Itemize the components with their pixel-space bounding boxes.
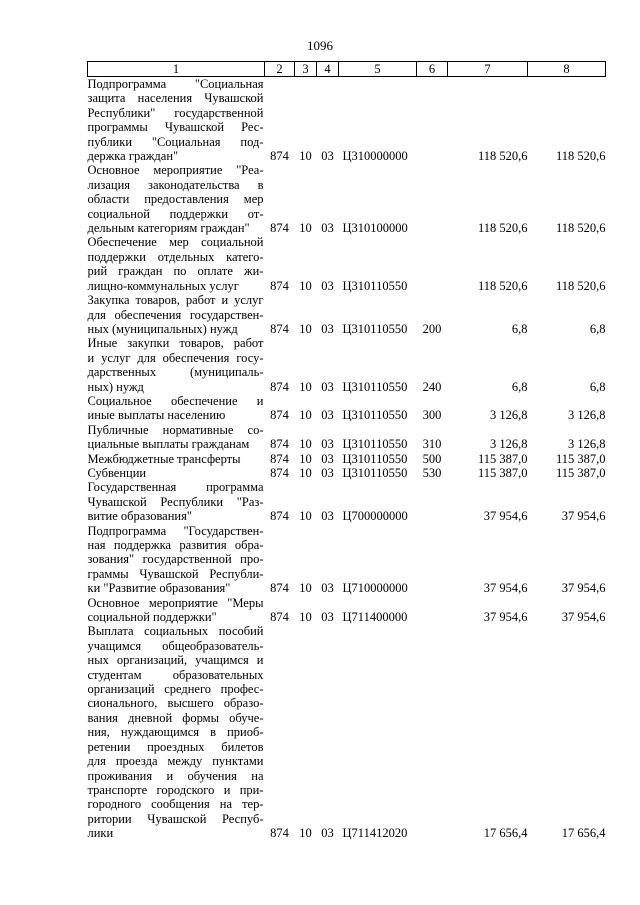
subsection-code: 03 (321, 321, 334, 336)
description-line: ная поддержка развития обра- (87, 538, 264, 552)
description-line: Выплата социальных пособий (87, 624, 264, 639)
description-line: поддержки отдельных катего- (87, 249, 264, 264)
expense-type-code: 240 (422, 379, 442, 394)
description-line: рий граждан по оплате жи- (87, 264, 264, 279)
expense-type-code: 200 (422, 321, 442, 336)
table-row (88, 624, 606, 840)
amount-year-2: 37 954,6 (561, 509, 606, 524)
description-line: лики (87, 826, 114, 841)
expense-type-code (417, 77, 448, 164)
ministry-code: 874 (270, 379, 289, 394)
expense-type-code: 500 (422, 451, 442, 466)
amount-year-1: 6,8 (511, 379, 528, 394)
column-number: 2 (265, 62, 295, 77)
expense-type-code (417, 163, 448, 235)
target-article-code: Ц710000000 (342, 581, 408, 596)
amount-year-1: 6,8 (511, 321, 528, 336)
amount-year-1: 118 520,6 (477, 278, 528, 293)
amount-year-1: 115 387,0 (477, 465, 528, 480)
description-line: Государственная программа (87, 480, 264, 495)
expense-type-code (417, 480, 448, 523)
subsection-code: 03 (321, 610, 334, 625)
table-row (88, 163, 606, 235)
description-line: дарственных (муниципаль- (87, 365, 264, 380)
amount-year-2: 37 954,6 (561, 610, 606, 625)
description-line: Республики" государственной (87, 105, 264, 120)
amount-year-2: 3 126,8 (568, 408, 606, 423)
description-line: Иные закупки товаров, работ (87, 336, 264, 351)
table-row (88, 293, 606, 336)
row-description (88, 235, 265, 293)
expense-type-code (417, 524, 448, 596)
row-description (88, 336, 265, 394)
row-description (88, 596, 265, 625)
description-line: лизация законодательства в (87, 177, 264, 192)
description-line: сионального, высшего образо- (87, 696, 264, 711)
amount-year-2: 37 954,6 (561, 581, 606, 596)
description-line: Публичные нормативные со- (87, 422, 264, 437)
description-line: социальной поддержки" (87, 610, 217, 625)
ministry-code: 874 (270, 221, 289, 236)
column-number: 6 (417, 62, 448, 77)
description-line: программы Чувашской Рес- (87, 120, 264, 135)
subsection-code: 03 (321, 451, 334, 466)
description-line: Подпрограмма "Социальная (87, 77, 264, 91)
description-line: и услуг для обеспечения госу- (87, 350, 264, 365)
column-number: 5 (339, 62, 417, 77)
description-line: транспорте городского и при- (87, 782, 264, 797)
description-line: Обеспечение мер социальной (87, 235, 264, 250)
amount-year-2: 118 520,6 (555, 278, 606, 293)
target-article-code: Ц310110550 (342, 437, 408, 452)
row-description (88, 423, 265, 452)
amount-year-2: 17 656,4 (561, 826, 606, 841)
section-code: 10 (299, 465, 312, 480)
description-line: студентам образовательных (87, 667, 264, 682)
expense-type-code (417, 624, 448, 840)
section-code: 10 (299, 278, 312, 293)
target-article-code: Ц310100000 (342, 221, 408, 236)
ministry-code: 874 (270, 408, 289, 423)
amount-year-2: 3 126,8 (568, 437, 606, 452)
description-line: ных организаций, учащимся и (87, 653, 264, 668)
target-article-code: Ц310000000 (342, 149, 408, 164)
subsection-code: 03 (321, 278, 334, 293)
amount-year-2: 115 387,0 (555, 465, 606, 480)
ministry-code: 874 (270, 509, 289, 524)
table-row (88, 336, 606, 394)
target-article-code: Ц711412020 (342, 826, 408, 841)
amount-year-1: 3 126,8 (490, 437, 528, 452)
ministry-code: 874 (270, 278, 289, 293)
description-line: дельным категориям граждан" (87, 221, 250, 236)
expense-type-code (417, 596, 448, 625)
section-code: 10 (299, 408, 312, 423)
expense-type-code: 310 (422, 437, 442, 452)
description-line: организаций среднего профес- (87, 682, 264, 697)
section-code: 10 (299, 149, 312, 164)
section-code: 10 (299, 509, 312, 524)
subsection-code: 03 (321, 379, 334, 394)
description-line: Субвенции (87, 465, 147, 480)
row-description (88, 394, 265, 423)
row-description (88, 77, 265, 164)
subsection-code: 03 (321, 465, 334, 480)
description-line: зования" государственной про- (87, 552, 264, 567)
ministry-code: 874 (270, 826, 289, 841)
description-line: для обеспечения государствен- (87, 307, 264, 322)
subsection-code: 03 (321, 509, 334, 524)
amount-year-1: 118 520,6 (477, 149, 528, 164)
amount-year-1: 37 954,6 (483, 610, 528, 625)
description-line: циальные выплаты гражданам (87, 437, 250, 452)
subsection-code: 03 (321, 149, 334, 164)
description-line: ных) нужд (87, 379, 144, 394)
ministry-code: 874 (270, 610, 289, 625)
target-article-code: Ц310110550 (342, 408, 408, 423)
section-code: 10 (299, 437, 312, 452)
section-code: 10 (299, 581, 312, 596)
description-line: Основное мероприятие "Реа- (87, 163, 264, 178)
description-line: ретении проездных билетов (87, 739, 264, 754)
row-description (88, 624, 265, 840)
description-line: публики "Социальная под- (87, 134, 264, 149)
description-line: для проезда между пунктами (87, 754, 264, 769)
target-article-code: Ц700000000 (342, 509, 408, 524)
table-row (88, 394, 606, 423)
row-description (88, 524, 265, 596)
description-line: Чувашской Республики "Раз- (87, 494, 264, 509)
description-line: защита населения Чувашской (87, 91, 264, 106)
description-line: области предоставления мер (87, 192, 264, 207)
description-line: держка граждан" (87, 149, 179, 164)
amount-year-2: 115 387,0 (555, 451, 606, 466)
ministry-code: 874 (270, 451, 289, 466)
description-line: ных (муниципальных) нужд (87, 321, 238, 336)
row-description (88, 480, 265, 523)
description-line: иные выплаты населению (87, 408, 226, 423)
ministry-code: 874 (270, 465, 289, 480)
row-description (88, 452, 265, 466)
table-row (88, 596, 606, 625)
description-line: витие образования" (87, 509, 192, 524)
row-description (88, 466, 265, 480)
table-row (88, 235, 606, 293)
section-code: 10 (299, 221, 312, 236)
target-article-code: Ц310110550 (342, 278, 408, 293)
subsection-code: 03 (321, 437, 334, 452)
description-line: Основное мероприятие "Меры (87, 595, 264, 610)
description-line: граммы Чувашской Республи- (87, 566, 264, 581)
target-article-code: Ц310110550 (342, 321, 408, 336)
amount-year-1: 37 954,6 (483, 509, 528, 524)
column-number: 4 (317, 62, 339, 77)
description-line: ритории Чувашской Респуб- (87, 811, 264, 826)
amount-year-1: 118 520,6 (477, 221, 528, 236)
amount-year-1: 37 954,6 (483, 581, 528, 596)
table-row (88, 423, 606, 452)
description-line: городного сообщения на тер- (87, 797, 264, 812)
row-description (88, 163, 265, 235)
amount-year-1: 3 126,8 (490, 408, 528, 423)
description-line: Подпрограмма "Государствен- (87, 523, 264, 538)
description-line: учащимся общеобразователь- (87, 638, 264, 653)
table-row (88, 524, 606, 596)
section-code: 10 (299, 321, 312, 336)
section-code: 10 (299, 451, 312, 466)
amount-year-2: 6,8 (589, 321, 606, 336)
description-line: вания дневной формы обуче- (87, 710, 264, 725)
table-row (88, 77, 606, 164)
ministry-code: 874 (270, 581, 289, 596)
ministry-code: 874 (270, 149, 289, 164)
section-code: 10 (299, 610, 312, 625)
subsection-code: 03 (321, 581, 334, 596)
target-article-code: Ц310110550 (342, 465, 408, 480)
target-article-code: Ц310110550 (342, 379, 408, 394)
description-line: проживания и обучения на (87, 768, 264, 783)
column-number: 3 (295, 62, 317, 77)
description-line: лищно-коммунальных услуг (87, 278, 239, 293)
subsection-code: 03 (321, 826, 334, 841)
table-row (88, 480, 606, 523)
budget-table (87, 61, 606, 841)
target-article-code: Ц310110550 (342, 451, 408, 466)
target-article-code: Ц711400000 (342, 610, 408, 625)
column-number: 1 (88, 62, 265, 77)
page-number: 1096 (307, 38, 333, 53)
column-number-header (88, 62, 606, 77)
table-row (88, 452, 606, 466)
ministry-code: 874 (270, 437, 289, 452)
table-row (88, 466, 606, 480)
description-line: ния, нуждающимся в приоб- (87, 725, 264, 740)
ministry-code: 874 (270, 321, 289, 336)
expense-type-code: 300 (422, 408, 442, 423)
subsection-code: 03 (321, 221, 334, 236)
row-description (88, 293, 265, 336)
description-line: Закупка товаров, работ и услуг (87, 293, 264, 308)
column-number: 8 (528, 62, 606, 77)
description-line: Социальное обеспечение и (87, 393, 264, 408)
amount-year-2: 118 520,6 (555, 221, 606, 236)
description-line: Межбюджетные трансферты (87, 451, 241, 466)
amount-year-2: 6,8 (589, 379, 606, 394)
section-code: 10 (299, 826, 312, 841)
subsection-code: 03 (321, 408, 334, 423)
expense-type-code (417, 235, 448, 293)
expense-type-code: 530 (422, 465, 442, 480)
section-code: 10 (299, 379, 312, 394)
description-line: ки "Развитие образования" (87, 581, 231, 596)
column-number: 7 (448, 62, 528, 77)
amount-year-1: 115 387,0 (477, 451, 528, 466)
description-line: социальной поддержки от- (87, 206, 264, 221)
amount-year-1: 17 656,4 (483, 826, 528, 841)
amount-year-2: 118 520,6 (555, 149, 606, 164)
